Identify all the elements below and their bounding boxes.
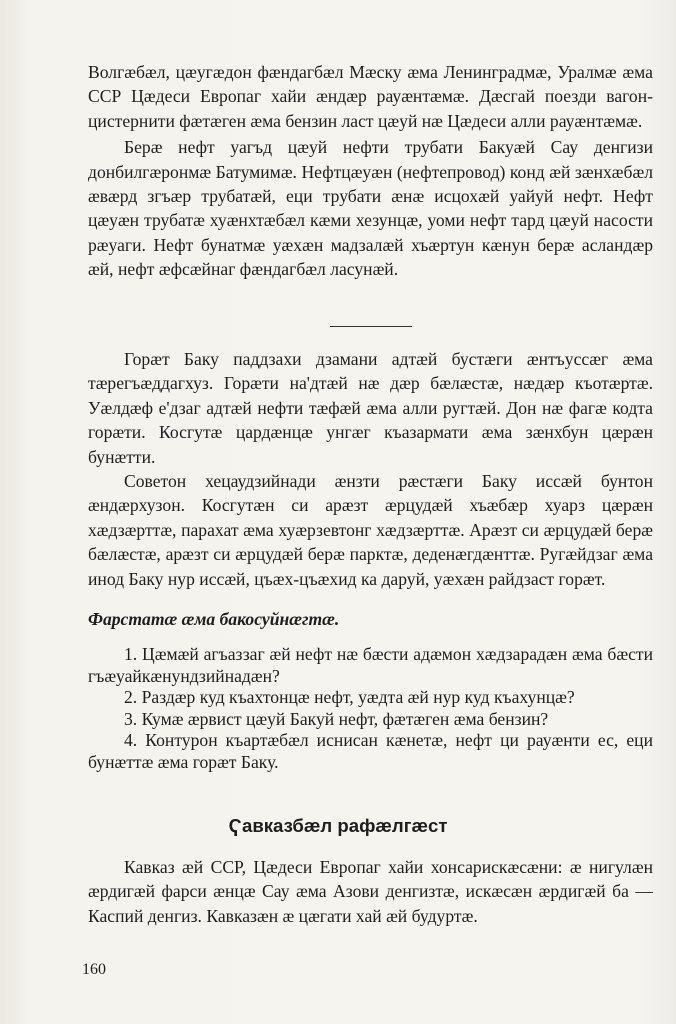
section-baku: [88, 347, 653, 591]
question-item: 2. Раздæр куд къахтонцæ нефт, уæдта æй нур куд къахунцæ?: [124, 687, 575, 708]
paragraph: Горæт Баку паддзахи дзамани адтæй бустæги æнтъуссæг æма тæрегъæддагхуз. Горæти на'дтæй нæ дæр бæлæстæ, нæдæр къотæртæ. Уæлдæф е'дзаг адтæй нефти тæфæй æма алли ругтæй. Дон нæ фагæ кодта горæти. Косгутæ цардæнцæ унгæг къазармати æма зæнхбун цæрæн бунæтти.: [88, 349, 653, 467]
section-title: Ҁавказбæл рафæлгæст: [228, 815, 448, 836]
question-item: 1. Цæмæй агъаззаг æй нефт нæ бæсти адæмон хæдзарадæн æма бæсти гъæуайкæнундзийнадæн?: [88, 644, 653, 686]
paragraph: Берæ нефт уагъд цæуй нефти трубати Бакуæй Сау денгизи донбилгæронмæ Батумимæ. Нефтцæуæн (нефтепровод) конд æй зæнхæбæл æвæрд згъæр трубатæй, еци трубати æнæ исцохæй уайуй нефт. Нефт цæуæн трубатæ хуæнхтæбæл кæми хезунцæ, уоми нефт тард цæуй насости рæуаги. Нефт бунатмæ уæхæн мадзалæй хъæртун кæнун берæ асландæр æй, нефт æфсæйнаг фæндагбæл ласунæй.: [88, 137, 653, 280]
question-item: 4. Контурон къартæбæл иснисан кæнетæ, нефт ци рауæнти ес, еци бунæттæ æма горæт Баку.: [88, 730, 653, 772]
section-caucasus: [88, 855, 653, 928]
questions-list: [88, 644, 653, 774]
question-item: 3. Кумæ æрвист цæуй Бакуй нефт, фæтæген æма бензин?: [124, 708, 549, 729]
paragraph: Кавказ æй ССР, Цæдеси Европаг хайи хонсарискæсæни: æ нигулæн æрдигæй фарси æнцæ Сау æма Азови денгизтæ, искæсæн æрдигæй ба — Каспий денгиз. Кавказæн æ цæгати хай æй будуртæ.: [88, 857, 653, 926]
paragraph: Советон хецаудзийнади æнзти рæстæги Баку иссæй бунтон æндæрхузон. Косгутæн си арæзт æрцудæй хъæбæр хуарз цæрæн хæдзæрттæ, парахат æма хуæрзевтонг хæдзæрттæ. Арæзт си æрцудæй берæ бæлæстæ, арæзт си æрцудæй берæ парктæ, деденæгдæнттæ. Ругæйдзаг æма инод Баку нур иссæй, цъæх-цъæхид ка даруй, уæхæн райдзаст горæт.: [88, 471, 653, 589]
section-divider: [330, 326, 412, 327]
questions-heading: Фарстатæ æма бакосуйнæгтæ.: [88, 609, 340, 629]
paragraph: Волгæбæл, цæугæдон фæндагбæл Мæску æма Ленинградмæ, Уралмæ æма ССР Цæдеси Европаг хайи æндæр рауæнтæмæ. Дæсгай поезди вагон-цистернити фæтæген æма бензин ласт цæуй нæ Цæдеси алли рауæнтæмæ.: [88, 62, 653, 131]
section-oil-transport: [88, 60, 653, 282]
page-number: 160: [82, 961, 106, 978]
